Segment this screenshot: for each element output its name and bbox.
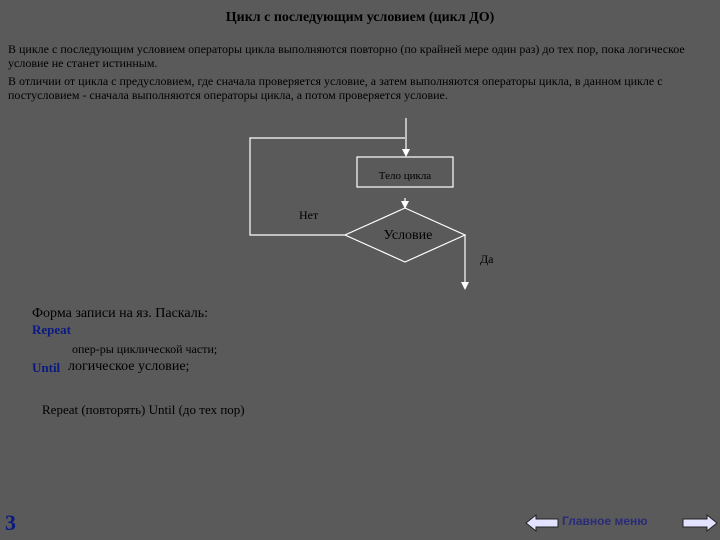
translation-note: Repeat (повторять) Until (до тех пор) [42,402,245,417]
until-keyword: Until [32,360,61,375]
no-branch-label: Нет [299,208,319,222]
yes-branch-label: Да [480,252,494,266]
slide-title: Цикл с последующим условием (цикл ДО) [225,10,495,25]
condition-label: Условие [383,228,433,243]
repeat-keyword: Repeat [32,322,71,337]
left-arrow-icon[interactable] [525,513,559,533]
intro-paragraph: В цикле с последующим условием операторы цикла выполняются повторно (по крайней мере один раз) до тех пор, пока логическое условие не станет истинным. [8,42,685,70]
main-menu-link[interactable]: Главное меню [562,514,648,528]
right-arrow-icon[interactable] [682,513,718,533]
loop-body-code: опер-ры циклической части; [72,342,218,356]
loop-body-label: Тело цикла [378,170,432,182]
syntax-heading: Форма записи на яз. Паскаль: [32,306,208,321]
page-number: 3 [5,510,16,535]
exit-arrow-icon [461,282,469,290]
entry-arrow-icon [402,149,410,157]
condition-code: логическое условие; [68,359,190,374]
comparison-paragraph: В отличии от цикла с предусловием, где сначала проверяется условие, а затем выполняются операторы цикла, в данном цикле с постусловием - сначала выполняются операторы цикла, а потом проверяется условие. [8,74,663,102]
